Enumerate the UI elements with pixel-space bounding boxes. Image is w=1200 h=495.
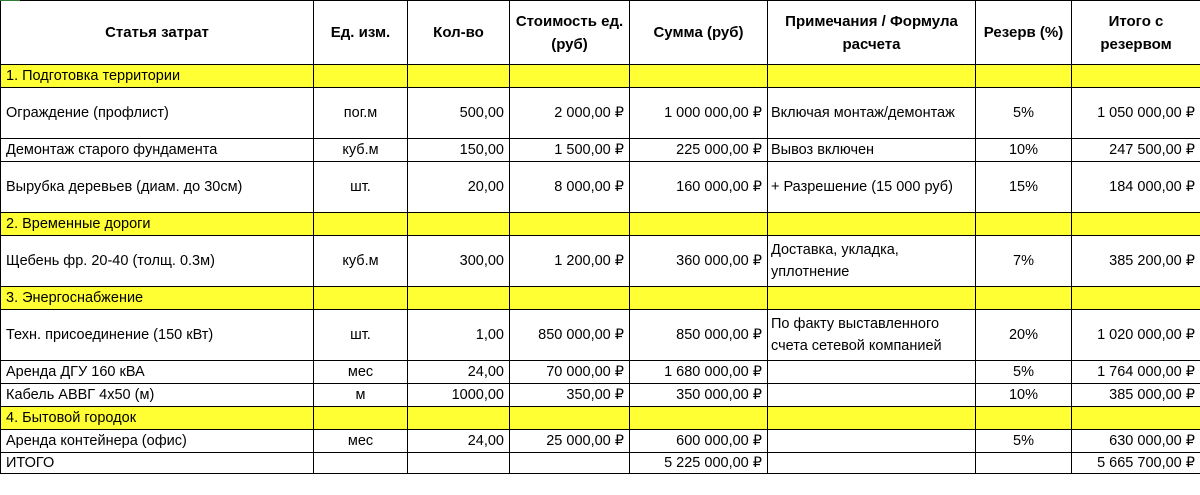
reserve-cell[interactable]: 5%: [976, 430, 1072, 453]
corner-accent: [0, 0, 20, 1]
section-row: [1, 287, 1200, 310]
section-empty-cell[interactable]: [630, 65, 768, 88]
qty-cell[interactable]: 1000,00: [408, 384, 510, 407]
item-cell[interactable]: Демонтаж старого фундамента: [1, 139, 314, 162]
unit-price-cell[interactable]: 25 000,00 ₽: [510, 430, 630, 453]
section-title-cell[interactable]: 1. Подготовка территории: [1, 65, 314, 88]
section-empty-cell[interactable]: [976, 407, 1072, 430]
header-cell-unit[interactable]: Ед. изм.: [314, 1, 408, 65]
section-empty-cell[interactable]: [1072, 407, 1200, 430]
header-row: [1, 1, 1200, 65]
note-cell[interactable]: Включая монтаж/демонтаж: [768, 88, 976, 139]
table-row: [1, 139, 1200, 162]
section-empty-cell[interactable]: [510, 407, 630, 430]
unit-price-cell[interactable]: 70 000,00 ₽: [510, 361, 630, 384]
header-cell-unit-price[interactable]: Стоимость ед. (руб): [510, 1, 630, 65]
sum-cell[interactable]: 360 000,00 ₽: [630, 236, 768, 287]
unit-price-cell[interactable]: 350,00 ₽: [510, 384, 630, 407]
sum-cell[interactable]: 850 000,00 ₽: [630, 310, 768, 361]
section-empty-cell[interactable]: [510, 65, 630, 88]
qty-cell[interactable]: 500,00: [408, 88, 510, 139]
empty-cell[interactable]: [408, 453, 510, 474]
section-empty-cell[interactable]: [768, 407, 976, 430]
section-empty-cell[interactable]: [1072, 65, 1200, 88]
table-row: [1, 361, 1200, 384]
qty-cell[interactable]: 300,00: [408, 236, 510, 287]
section-empty-cell[interactable]: [314, 287, 408, 310]
header-cell-reserve[interactable]: Резерв (%): [976, 1, 1072, 65]
item-cell[interactable]: Кабель АВВГ 4х50 (м): [1, 384, 314, 407]
reserve-cell[interactable]: 20%: [976, 310, 1072, 361]
grand-total-value[interactable]: 5 665 700,00 ₽: [1072, 453, 1200, 474]
note-cell[interactable]: Вывоз включен: [768, 139, 976, 162]
section-empty-cell[interactable]: [630, 407, 768, 430]
section-empty-cell[interactable]: [768, 213, 976, 236]
section-row: [1, 65, 1200, 88]
grand-total-label[interactable]: ИТОГО: [1, 453, 314, 474]
section-title-cell[interactable]: 3. Энергоснабжение: [1, 287, 314, 310]
item-cell[interactable]: Ограждение (профлист): [1, 88, 314, 139]
section-empty-cell[interactable]: [314, 213, 408, 236]
section-row: [1, 213, 1200, 236]
section-empty-cell[interactable]: [314, 407, 408, 430]
total-cell[interactable]: 1 020 000,00 ₽: [1072, 310, 1200, 361]
header-cell-total[interactable]: Итого с резервом: [1072, 1, 1200, 65]
sum-cell[interactable]: 350 000,00 ₽: [630, 384, 768, 407]
reserve-cell[interactable]: 5%: [976, 361, 1072, 384]
section-row: [1, 407, 1200, 430]
item-cell[interactable]: Вырубка деревьев (диам. до 30см): [1, 162, 314, 213]
unit-price-cell[interactable]: 1 500,00 ₽: [510, 139, 630, 162]
table-row: [1, 88, 1200, 139]
qty-cell[interactable]: 24,00: [408, 430, 510, 453]
total-cell[interactable]: 247 500,00 ₽: [1072, 139, 1200, 162]
reserve-cell[interactable]: 5%: [976, 88, 1072, 139]
section-empty-cell[interactable]: [314, 65, 408, 88]
empty-cell[interactable]: [768, 453, 976, 474]
item-cell[interactable]: Аренда ДГУ 160 кВА: [1, 361, 314, 384]
header-cell-notes[interactable]: Примечания / Формула расчета: [768, 1, 976, 65]
unit-price-cell[interactable]: 2 000,00 ₽: [510, 88, 630, 139]
note-cell[interactable]: [768, 384, 976, 407]
section-empty-cell[interactable]: [630, 213, 768, 236]
unit-cell[interactable]: мес: [314, 430, 408, 453]
section-empty-cell[interactable]: [768, 287, 976, 310]
unit-price-cell[interactable]: 1 200,00 ₽: [510, 236, 630, 287]
item-cell[interactable]: Щебень фр. 20-40 (толщ. 0.3м): [1, 236, 314, 287]
note-cell[interactable]: По факту выставленного счета сетевой компанией: [768, 310, 976, 361]
section-empty-cell[interactable]: [1072, 287, 1200, 310]
section-empty-cell[interactable]: [630, 287, 768, 310]
section-empty-cell[interactable]: [408, 65, 510, 88]
unit-cell[interactable]: куб.м: [314, 139, 408, 162]
sum-cell[interactable]: 1 680 000,00 ₽: [630, 361, 768, 384]
total-cell[interactable]: 385 000,00 ₽: [1072, 384, 1200, 407]
table-row: [1, 236, 1200, 287]
table-body: [1, 65, 1200, 474]
table-row: [1, 162, 1200, 213]
reserve-cell[interactable]: 10%: [976, 139, 1072, 162]
unit-cell[interactable]: шт.: [314, 162, 408, 213]
total-cell[interactable]: 630 000,00 ₽: [1072, 430, 1200, 453]
section-empty-cell[interactable]: [976, 213, 1072, 236]
item-cell[interactable]: Техн. присоединение (150 кВт): [1, 310, 314, 361]
section-empty-cell[interactable]: [768, 65, 976, 88]
unit-cell[interactable]: м: [314, 384, 408, 407]
header-cell-sum[interactable]: Сумма (руб): [630, 1, 768, 65]
section-empty-cell[interactable]: [976, 65, 1072, 88]
total-cell[interactable]: 385 200,00 ₽: [1072, 236, 1200, 287]
empty-cell[interactable]: [314, 453, 408, 474]
header-cell-qty[interactable]: Кол-во: [408, 1, 510, 65]
section-empty-cell[interactable]: [976, 287, 1072, 310]
sum-cell[interactable]: 600 000,00 ₽: [630, 430, 768, 453]
section-empty-cell[interactable]: [1072, 213, 1200, 236]
unit-cell[interactable]: пог.м: [314, 88, 408, 139]
section-title-cell[interactable]: 4. Бытовой городок: [1, 407, 314, 430]
table-row: [1, 310, 1200, 361]
total-cell[interactable]: 1 050 000,00 ₽: [1072, 88, 1200, 139]
unit-cell[interactable]: шт.: [314, 310, 408, 361]
sum-cell[interactable]: 1 000 000,00 ₽: [630, 88, 768, 139]
unit-price-cell[interactable]: 850 000,00 ₽: [510, 310, 630, 361]
section-title-cell[interactable]: 2. Временные дороги: [1, 213, 314, 236]
grand-total-sum[interactable]: 5 225 000,00 ₽: [630, 453, 768, 474]
qty-cell[interactable]: 24,00: [408, 361, 510, 384]
empty-cell[interactable]: [510, 453, 630, 474]
section-empty-cell[interactable]: [510, 287, 630, 310]
total-cell[interactable]: 1 764 000,00 ₽: [1072, 361, 1200, 384]
note-cell[interactable]: Доставка, укладка, уплотнение: [768, 236, 976, 287]
unit-cell[interactable]: мес: [314, 361, 408, 384]
section-empty-cell[interactable]: [408, 407, 510, 430]
reserve-cell[interactable]: 10%: [976, 384, 1072, 407]
reserve-cell[interactable]: 7%: [976, 236, 1072, 287]
total-cell[interactable]: 184 000,00 ₽: [1072, 162, 1200, 213]
grand-total-row: [1, 453, 1200, 474]
item-cell[interactable]: Аренда контейнера (офис): [1, 430, 314, 453]
qty-cell[interactable]: 1,00: [408, 310, 510, 361]
unit-cell[interactable]: куб.м: [314, 236, 408, 287]
section-empty-cell[interactable]: [408, 213, 510, 236]
reserve-cell[interactable]: 15%: [976, 162, 1072, 213]
unit-price-cell[interactable]: 8 000,00 ₽: [510, 162, 630, 213]
qty-cell[interactable]: 150,00: [408, 139, 510, 162]
table-row: [1, 430, 1200, 453]
table-row: [1, 384, 1200, 407]
sum-cell[interactable]: 225 000,00 ₽: [630, 139, 768, 162]
section-empty-cell[interactable]: [510, 213, 630, 236]
note-cell[interactable]: [768, 361, 976, 384]
header-cell-item[interactable]: Статья затрат: [1, 1, 314, 65]
note-cell[interactable]: + Разрешение (15 000 руб): [768, 162, 976, 213]
note-cell[interactable]: [768, 430, 976, 453]
sum-cell[interactable]: 160 000,00 ₽: [630, 162, 768, 213]
section-empty-cell[interactable]: [408, 287, 510, 310]
qty-cell[interactable]: 20,00: [408, 162, 510, 213]
empty-cell[interactable]: [976, 453, 1072, 474]
